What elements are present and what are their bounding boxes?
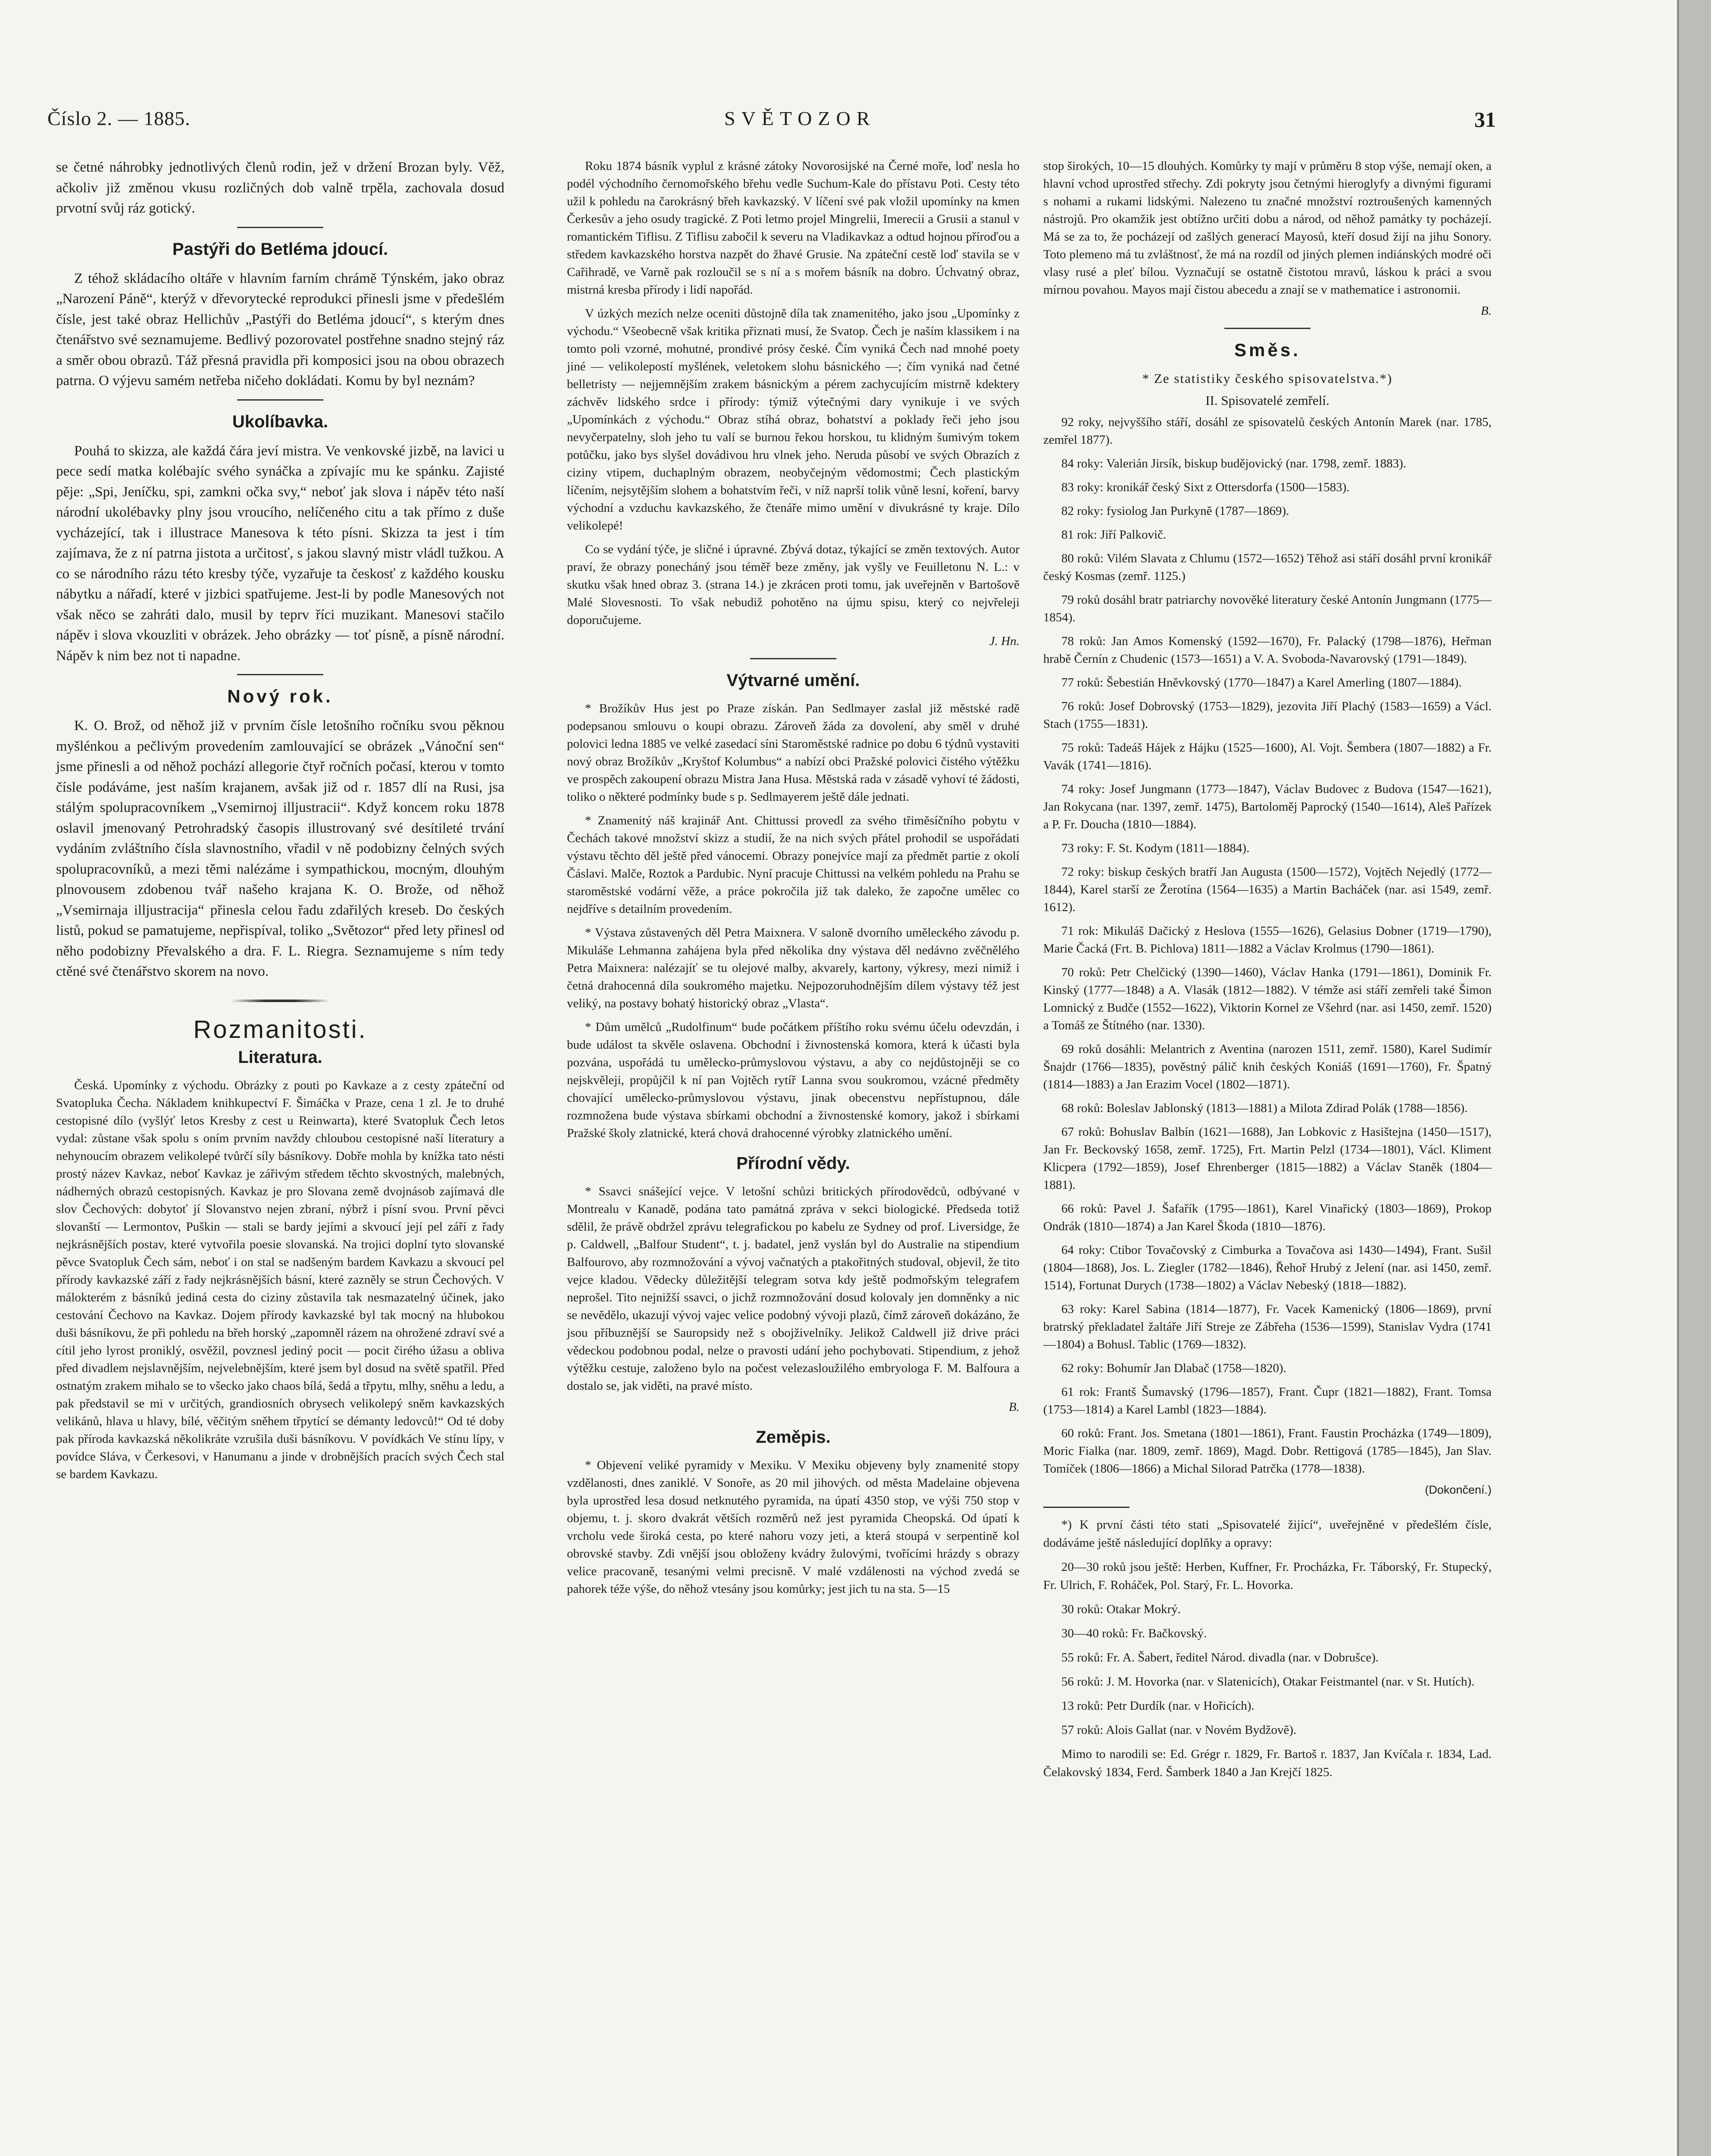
literatura-paragraph: Co se vydání týče, je sličné i úpravné. Zbývá dotaz, týkající se změn textových. Autor praví, že obrazy ponecháný jsou téměř beze změny, jak vyšly ve Feuilletonu N. L.: v skutku však hned obraz 3. (strana 14.) je zkrácen proti tomu, jak uveřejněn v Bartošově Malé Slovesnosti. To však nebudiž pohotěno na újmu spisu, který co nejvřeleji doporučujeme. (567, 542, 1020, 627)
author-signature: B. (1481, 304, 1492, 318)
statistics-entry: 74 roky: Josef Jungmann (1773—1847), Václav Budovec z Budova (1547—1621), Jan Rokycana (nar. 1397, zemř. 1475), Bartoloměj Paprocký (1540—1614), Aleš Pařízek a P. Fr. Doucha (1810—1884). (1043, 782, 1492, 831)
section-divider (750, 658, 836, 659)
statistics-entry: 64 roky: Ctibor Tovačovský z Cimburka a Tovačova asi 1430—1494), Frant. Sušil (1804—1868), Jos. L. Ziegler (1782—1846), Řehoř Hrubý z Jelení (nar. asi 1450, zemř. 1514), Fortunat Durych (1738—1802) a Václav Nebeský (1818—1882). (1043, 1243, 1492, 1292)
statistics-entry: 72 roky: biskup českých bratří Jan Augusta (1500—1572), Vojtěch Nejedlý (1772—1844), Karel starší ze Žerotína (1564—1635) a Martin Bacháček (nar. asi 1549, zemř. 1612). (1043, 865, 1492, 914)
news-item: * Znamenitý náš krajinář Ant. Chittussi provedl za svého třiměsíčního pobytu v Čechách takové množství skizz a studií, že na nich svých přátel prohodil se uspořádati výstavu těchto děl ještě před vánocemi. Obrazy ponejvíce mají za předmět partie z okolí Čáslavi. Malče, Roztok a Pardubic. Nyní pracuje Chittussi na velkém pohledu na Prahu se staroměstské vodární věže, a práce pokročila již tak daleko, že započne umělec co nejdříve s detailním provedením. (567, 814, 1020, 916)
statistics-entry: 68 roků: Boleslav Jablonský (1813—1881) a Milota Zdirad Polák (1788—1856). (1061, 1101, 1468, 1115)
author-signature: B. (1009, 1400, 1020, 1414)
section-title-pastyri: Pastýři do Betléma jdoucí. (172, 239, 388, 259)
statistics-entry: 83 roky: kronikář český Sixt z Ottersdorfa (1500—1583). (1061, 480, 1350, 494)
section-title-ukolibavka: Ukolíbavka. (232, 412, 328, 431)
column-1 (56, 157, 504, 1489)
column-3 (1043, 157, 1492, 1787)
footnote-entry: 13 roků: Petr Durdík (nar. v Hořicích). (1061, 1699, 1254, 1713)
footnote-entry: 20—30 roků jsou ještě: Herben, Kuffner, Fr. Procházka, Fr. Táborský, Fr. Stupecký, Fr. Ulrich, F. Roháček, Pol. Starý, Fr. L. Hovorka. (1043, 1560, 1492, 1592)
statistics-entry: 69 roků dosáhli: Melantrich z Aventina (narozen 1511, zemř. 1580), Karel Sudimír Šnajdr (1766—1835), pověstný pálič knih českých Koniáš (1691—1760), Fr. Špatný (1814—1883) a Jan Erazim Vocel (1802—1871). (1043, 1042, 1492, 1091)
statistics-heading: * Ze statistiky českého spisovatelstva.*) (1142, 371, 1393, 386)
footnote-entry: 30—40 roků: Fr. Bačkovský. (1061, 1626, 1207, 1640)
article-literatura: Česká. Upomínky z východu. Obrázky z pouti po Kavkaze a z cesty zpáteční od Svatopluka Čecha. Nákladem knihkupectví F. Šimáčka v Praze, cena 1 zl. Je to druhé cestopisné dílo (vyšlýť letos Kresby z cest u Reinwarta), které Svatopluk Čech letos vydal: zůstane však spolu s oním prvním navždy chloubou cestopisné naší literatury a nehynoucím obrazem velikolepé tvůrčí síly básníkovy. Dobře mohla by knížka tato nésti prostý název Kavkaz, neboť Kavkaz je zářivým středem těchto skvostných, malebných, nádherných obrazů cestopisných. Kavkaz je pro Slovana země dvojnásob zajímavá dle slov Čechových: dobytoť jí Slovanstvo nejen zbraní, nýbrž i písní svou. První pěvci slovanští — Lermontov, Puškin — stali se bardy jejími a skvoucí její pel září z řady nejkrásnějších postav, které vytvořila poesie slovanská. Na trojici doplní tyto slovanské pěvce Svatopluk Čech sám, neboť i on stal se nadšeným bardem Kavkazu a skvoucí pel přírody kavkazské září z řady nejkrásnějších básní, které zazněly se strun Čechových. V málokterém z básníků jediná cesta do ciziny zůstavila tak nesmazatelný účinek, jako cestování Čechovo na Kavkaz. Dojem přírody kavkazské byl tak mocný na hlubokou duši básníkovu, že při pohledu na břeh horský „zapomněl rázem na ohrožené zdraví své a cítil jeho lyrost proniklý, osvěžil, povznesl jediný pocit — pocit čirého úžasu a obliva před divadlem nejslavnějším, nejvelebnějším, které jsem byl dosud na světě spatřil. Před ostnatým zrakem mihalo se to všecko jako chaos bílá, šedá a třpytu, mlhy, sněhu a ledu, a pak představil se mi v určitých, grandiosních obrysech velikolepý sněm kavkazských velikánů, hlava u hlavy, bílé, věčitým sněhem třpytící se démanty ledovců!“ Od té doby pak příroda kavkazská několikráte vzrušila duši básníkovu. V povídkách Ve stínu lípy, v povídce Sláva, v Čerkesovi, v Hanumanu a jinde v drobnějších pracích svých Čech stal se bardem Kavkazu. (56, 1078, 504, 1481)
statistics-entry: 80 roků: Vilém Slavata z Chlumu (1572—1652) Těhož asi stáří dosáhl první kronikář český Kosmas (zemř. 1125.) (1043, 552, 1492, 583)
running-header (47, 107, 1496, 133)
zemepis-continuation: stop širokých, 10—15 dlouhých. Komůrky ty mají v průměru 8 stop výše, nemají oken, a hlavní vchod uprostřed střechy. Zdi pokryty jsou četnými hieroglyfy a divnými figurami s nohami a rukami lidskými. Nalezeno tu značné množství roztroušených kamenných nástrojů. Pro okamžik jest obtížno určiti dobu a národ, od něhož památky ty pocházejí. Má se za to, že pocházejí od zašlých generací Mayosů, kteří dosud žijí na jihu Sonory. Toto plemeno má tu zvláštnosť, že má na rozdíl od jiných plemen indiánských modré oči vlasy rusé a pleť bílou. Vyznačují se ostatně čistotou mravů, láskou k práci a svou mírnou povahou. Mayos mají čistou abecedu a znají se v mathematice i astronomii. (1043, 159, 1492, 297)
scan-margin (1679, 0, 1711, 2156)
footnote-entry: *) K první části této stati „Spisovatelé žijící“, uveřejněné v předešlém čísle, dodáváme ještě následující doplňky a opravy: (1043, 1518, 1492, 1550)
footnote-divider (1043, 1507, 1129, 1508)
article-ukolibavka: Pouhá to skizza, ale každá čára jeví mistra. Ve venkovské jizbě, na lavici u pece sedí matka kolébajíc svého synáčka a zpívajíc mu ke spánku. Zajisté pěje: „Spi, Jeníčku, spi, zamkni očka svy,“ neboť jak slova i nápěv této naší národní ukolébavky plny jsou vroucího, nelíčeného citu a tak přímo z duše vycházející, tak i illustrace Manesova k této písni. Skizza ta jest i tím zajímava, že z ní patrna jistota a určitosť, s jakou slavný mistr vládl tužkou. A co se národního rázu této kresby týče, vyzařuje ta českosť z každého kousku nábytku a nářadí, které v jizbici spatřujeme. Jest-li by podle Manesových not však něco se zahráti dalo, musil by teprv říci muzikant. Manesovi stačilo nápěv i slova vkouzliti v obrázek. Jeho obrázky — toť písně, a písně národní. Nápěv k nim bez not ti napadne. (56, 443, 504, 664)
news-item: * Dům umělců „Rudolfinum“ bude počátkem příštího roku svému účelu odevzdán, i bude událost ta skvěle oslavena. Obchodní i živnostenská komora, která k účasti byla pozvána, uspořádá tu umělecko-průmyslovou výstavu, a aby co nejdůstojněji se co nejskvěleji, propůjčil k ní pan Vojtěch rytíř Lanna svou soukromou, vzácné předměty chovající umělecko-průmyslovou výstavu, jinak obecenstvu nepřístupnou, dále rozmnožena bude výstava sbírkami obchodní a živnostenské komory, jakož i sbírkami Pražské školy zlatnické, která chová drahocenné výrobky zlatnického umění. (567, 1020, 1020, 1140)
column-2 (567, 157, 1020, 1604)
journal-title: SVĚTOZOR (724, 107, 876, 129)
literatura-paragraph: V úzkých mezích nelze oceniti důstojně díla tak znamenitého, jako jsou „Upomínky z východu.“ Všeobecně však kritika přiznati musí, že Svatop. Čech je naším klassikem i na tomto poli vzorné, mohutné, prondivé prósy české. Čím vyniká Čech nad mnohé poety jiné — velikolepostí myšlének, veletokem slohu básnického —; čím vyniká nad četné belletristy — nejjemnějším zrakem básnickým a pérem zachycujícím mistrně kdektery záchvěv lidského srdce i přírody: týmiž výtečnými dary vynikuje i ve svých „Upomínkách z východu.“ Obraz stíhá obraz, bohatství a poklady řeči jeho jsou nevyčerpatelny, sloh jeho tu valí se burnou řekou horskou, tu klidným šumivým tokem potůčku, jako bys slyšel dovádivou hru vlnek jeho. Neruda působí ve svých Obrazích z ciziny vtipem, duchaplným obrazem, neobyčejným vědomostmi; Čech plastickým líčením, nejsytějším slohem a bohatstvím řeči, v níž naprší tolik vůně lesní, koření, barvy východní a vzduchu kavkazského, že čtenáře mimo umění v divukrásné ty kraje. Dílo velikolepé! (567, 307, 1020, 533)
section-title-prirodni: Přírodní vědy. (736, 1154, 850, 1173)
statistics-entry: 60 roků: Frant. Jos. Smetana (1801—1861), Frant. Faustin Procházka (1749—1809), Moric Fialka (nar. 1809, zemř. 1869), Magd. Dobr. Rettigová (1785—1845), Jan Slav. Tomíček (1806—1866) a Michal Silorad Patrčka (1778—1838). (1043, 1426, 1492, 1476)
section-title-literatura: Literatura. (238, 1048, 322, 1067)
footnote-entry: 57 roků: Alois Gallat (nar. v Novém Bydžově). (1061, 1723, 1297, 1737)
ornament-divider (231, 1000, 330, 1002)
section-title-smes: Směs. (1234, 340, 1301, 360)
issue-info: Číslo 2. — 1885. (47, 107, 191, 129)
page-number: 31 (1474, 107, 1496, 132)
statistics-entry: 73 roky: F. St. Kodym (1811—1884). (1061, 841, 1250, 855)
literatura-paragraph: Roku 1874 básník vyplul z krásné zátoky Novorosijské na Černé moře, loď nesla ho podél východního černomořského břehu vedle Suchum-Kale do přístavu Poti. Cesty této užil k pohledu na čarokrásný břeh kavkazský. V líčení své pak vložil upomínky na kmen Čerkesův a jeho osudy tragické. Z Poti letmo projel Mingrelii, Imerecii a Grusii a stanul v romantickém Tiflisu. Z Tiflisu zabočil k severu na Vladikavkaz a odtud hojnou příroďou a středem kavkazského horstva nazpět do žhavé Grusie. Na zpáteční cestě loď stavila se v Cařihradě, ve Varně pak rozloučil se s ní a s mořem básník na dobro. Úchvatný obraz, mistrná kresba přírody i lidí napořád. (567, 159, 1020, 297)
section-title-zemepis: Zeměpis. (756, 1428, 831, 1447)
statistics-list (1043, 414, 1492, 1478)
statistics-entry: 92 roky, nejvyššího stáří, dosáhl ze spisovatelů českých Antonín Marek (nar. 1785, zemřel 1877). (1043, 415, 1492, 447)
statistics-entry: 67 roků: Bohuslav Balbín (1621—1688), Jan Lobkovic z Hasištejna (1450—1517), Jan Fr. Beckovský 1658, zemř. 1725), Frt. Martin Pelzl (1734—1801), Václ. Kliment Klicpera (1792—1859), Josef Ehrenberger (1815—1882) a Václav Staněk (1804—1881). (1043, 1125, 1492, 1192)
statistics-entry: 70 roků: Petr Chelčický (1390—1460), Václav Hanka (1791—1861), Dominik Fr. Kinský (1777—1848) a A. Vlasák (1812—1882). V témže asi stáří zemřeli také Šimon Lomnický z Budče (1552—1622), Viktorin Kornel ze Všehrd (nar. asi 1450, zemř. 1520) a Tomáš ze Štítného (nar. 1330). (1043, 965, 1492, 1032)
statistics-entry: 82 roky: fysiolog Jan Purkyně (1787—1869). (1061, 504, 1289, 518)
statistics-entry: 81 rok: Jiří Palkovič. (1061, 528, 1167, 542)
news-item: * Brožíkův Hus jest po Praze získán. Pan Sedlmayer zaslal již městské radě podepsanou smlouvu o koupi obrazu. Zároveň žáda za dovolení, aby směl v druhé polovici ledna 1885 ve velké zasedací síni Staroměstské radnice po dobu 6 týdnů vystaviti nový obraz Brožíkův „Kryštof Kolumbus“ a nabízí obci Pražské polovici čistého výtěžku ve prospěch zakoupení obrazu Mistra Jana Husa. Městská rada v zásadě vyhoví té žádosti, toliko o některé podmínky bude s p. Sedlmayerem ještě dále jednati. (567, 702, 1020, 804)
footnote-entry: Mimo to narodili se: Ed. Grégr r. 1829, Fr. Bartoš r. 1837, Jan Kvíčala r. 1834, Lad. Čelakovský 1834, Ferd. Šamberk 1840 a Jan Krejčí 1825. (1043, 1747, 1492, 1779)
statistics-subheading: II. Spisovatelé zemřelí. (1205, 393, 1329, 408)
section-divider (237, 227, 323, 228)
statistics-entry: 84 roky: Valerián Jirsík, biskup budějovický (nar. 1798, zemř. 1883). (1061, 457, 1407, 470)
section-divider (237, 674, 323, 675)
footnote-entry: 55 roků: Fr. A. Šabert, ředitel Národ. divadla (nar. v Dobrušce). (1061, 1651, 1379, 1664)
author-signature: J. Hn. (989, 634, 1020, 648)
article-novy-rok: K. O. Brož, od něhož již v prvním čísle letošního ročníku svou pěknou myšlénkou a pečlivým provedením zamlouvající se obrázek „Vánoční sen“ jsme přinesli a od něhož pochází allegorie čtyř ročních počasí, kterou v tomto čísle podáváme, jest naším krajanem, avšak již od r. 1857 dlí na Rusi, jsa stálým spolupracovníkem „Vsemirnoj illjustracii“. Když koncem roku 1878 oslavil jmenovaný Petrohradský časopis illustrovaný své desítileté trvání vydáním zvláštního čísla slavnostního, vřadil v ně podobizny čelných svých spolupracovníků, a mezi těmi nalézáme i sympathickou, mocným, dlouhým plnovousem zdobenou tvář našeho krajana K. O. Brože, od něhož „Vsemirnaja illjustracija“ přinesla celou řadu zdařilých kreseb. Do českých listů, pokud se pamatujeme, nepřispíval, toliko „Světozor“ před lety přinesl od něho podobizny Převalského a dra. F. L. Riegra. Seznamujeme s ním tedy ctěné své čtenářstvo skorem na novo. (56, 718, 504, 979)
article-pastyri: Z téhož skládacího oltáře v hlavním farním chrámě Týnském, jako obraz „Narození Páně“, kterýž v dřevorytecké reprodukci přinesli jsme v předešlém čísle, jest také obraz Hellichův „Pastýři do Betléma jdoucí“, s kterým dnes čtenářstvo své seznamujeme. Bedlivý pozorovatel postřehne snadno stejný ráz a směr obou obrazů. Táž přesná pravidla při komposici jsou na obou obrazech patrna. O výjevu samém netřeba ničeho dokládati. Komu by byl neznám? (56, 270, 504, 389)
section-title-rozmanitosti: Rozmanitosti. (193, 1015, 367, 1044)
statistics-entry: 66 roků: Pavel J. Šafařík (1795—1861), Karel Vinařický (1803—1869), Prokop Ondrák (1810—1874) a Jan Karel Škoda (1810—1876). (1043, 1202, 1492, 1233)
news-item: * Objevení veliké pyramidy v Mexiku. V Mexiku objeveny byly znamenité stopy vzdělanosti, dnes zaniklé. V Sonoře, as 20 mil jihových. od města Madelaine objevena byla uprostřed lesa dosud netknutého pyramida, na úpatí 4350 stop, ve výši 750 stop v objemu, t. j. skoro dvakrát větších rozměrů než jest pyramida Cheopská. Od úpatí k vrcholu vede široká cesta, po které nahoru vozy jeti, a která stoupá v serpentině kol obrovské stavby. Zdi vnější jsou obloženy kvádry žulovými, tvořícími hrázdy s obrazy velice pracovaně, tesanými velmi precisně. V malé vzdálenosti na východ zvedá se pahorek téže výše, do něhož vtesány jsou komůrky; jest jich tu na sta. 5—15 (567, 1458, 1020, 1596)
section-divider (1224, 328, 1311, 329)
statistics-entry: 78 roků: Jan Amos Komenský (1592—1670), Fr. Palacký (1798—1876), Heřman hrabě Černín z Chudenic (1573—1651) a V. A. Svoboda-Navarovský (1791—1849). (1043, 634, 1492, 666)
section-title-novy-rok: Nový rok. (227, 686, 333, 706)
statistics-entry: 79 roků dosáhl bratr patriarchy novověké literatury české Antonín Jungmann (1775—1854). (1043, 593, 1492, 624)
footnote (1043, 1516, 1492, 1781)
footnote-entry: 30 roků: Otakar Mokrý. (1061, 1602, 1181, 1616)
article-continuation: se četné náhrobky jednotlivých členů rodin, jež v držení Brozan byly. Věž, ačkoliv již změnou vkusu rozličných dob valně trpěla, zachovala dosud prvotní svůj ráz gotický. (56, 160, 504, 216)
statistics-entry: 76 roků: Josef Dobrovský (1753—1829), jezovita Jiří Plachý (1583—1659) a Václ. Stach (1755—1831). (1043, 699, 1492, 731)
news-item: * Výstava zůstavených děl Petra Maixnera. V saloně dvorního uměleckého závodu p. Mikuláše Lehmanna zahájena byla před několika dny výstava děl nedávno zvěčnělého Petra Maixnera: nalézajíť se tu olejové malby, akvarely, kartony, výkresy, mezi nimiž i četná drahocenná díla soukromého majetku. Nejpozoruhodnějším dílem výstavy též jest veliký, na postavy bohatý historický obraz „Vlasta“. (567, 926, 1020, 1010)
statistics-entry: 62 roky: Bohumír Jan Dlabač (1758—1820). (1061, 1361, 1286, 1375)
statistics-entry: 61 rok: Frantš Šumavský (1796—1857), Frant. Čupr (1821—1882), Frant. Tomsa (1753—1814) a Karel Lambl (1823—1884). (1043, 1385, 1492, 1416)
footnote-entry: 56 roků: J. M. Hovorka (nar. v Slatenicích), Otakar Feistmantel (nar. v St. Hutích). (1061, 1675, 1475, 1689)
section-divider (237, 399, 323, 401)
statistics-entry: 75 roků: Tadeáš Hájek z Hájku (1525—1600), Al. Vojt. Šembera (1807—1882) a Fr. Vavák (1741—1816). (1043, 741, 1492, 772)
news-item: * Ssavci snášející vejce. V letošní schůzi britických přírodovědců, odbývané v Montrealu v Kanadě, podána tato památná zpráva v sekci biologické. Předseda totiž sdělil, že právě obdržel zprávu telegrafickou po kabelu ze Sydney od prof. Liversidge, že p. Caldwell, „Balfour Student“, t. j. badatel, jenž vyslán byl do Australie na stipendium Balfourovo, aby rozmnožování a vývoj vačnatých a ptakořitných studoval, objevil, že tito vejce kladou. Vědecky důležitější telegram sotva kdy ještě podmořským telegrafem neprošel. Tito nejnižší ssavci, o jichž rozmnožování dosud kolovaly jen domněnky a nic se nevědělo, ukazují vývoj vajec velice podobný vývoji plazů, čímž zároveň dokázáno, že jsou příbuznější se Sauropsidy než s obojživelníky. Jelikož Caldwell již drive práci vědeckou podobnou podal, nelze o pravosti udání jeho pochybovati. Stipendium, z jehož výtěžku cestuje, založeno bylo na počest velezasloužilého embryologa F. M. Balfoura a dostalo se, jak viděti, na pravé místo. (567, 1185, 1020, 1393)
statistics-entry: 63 roky: Karel Sabina (1814—1877), Fr. Vacek Kamenický (1806—1869), první bratrský překladatel žaltáře Jiří Streje ze Zábřeha (1536—1599), Stanislav Vydra (1741—1804) a Bohusl. Tablic (1769—1832). (1043, 1302, 1492, 1351)
statistics-entry: 71 rok: Mikuláš Dačický z Heslova (1555—1626), Gelasius Dobner (1719—1790), Marie Čacká (Frt. B. Pichlova) 1811—1882 a Václav Krolmus (1790—1861). (1043, 924, 1492, 956)
section-title-vytvarne: Výtvarné umění. (726, 671, 860, 690)
statistics-entry: 77 roků: Šebestián Hněvkovský (1770—1847) a Karel Amerling (1807—1884). (1061, 676, 1462, 689)
continued-note: (Dokončení.) (1425, 1483, 1492, 1496)
